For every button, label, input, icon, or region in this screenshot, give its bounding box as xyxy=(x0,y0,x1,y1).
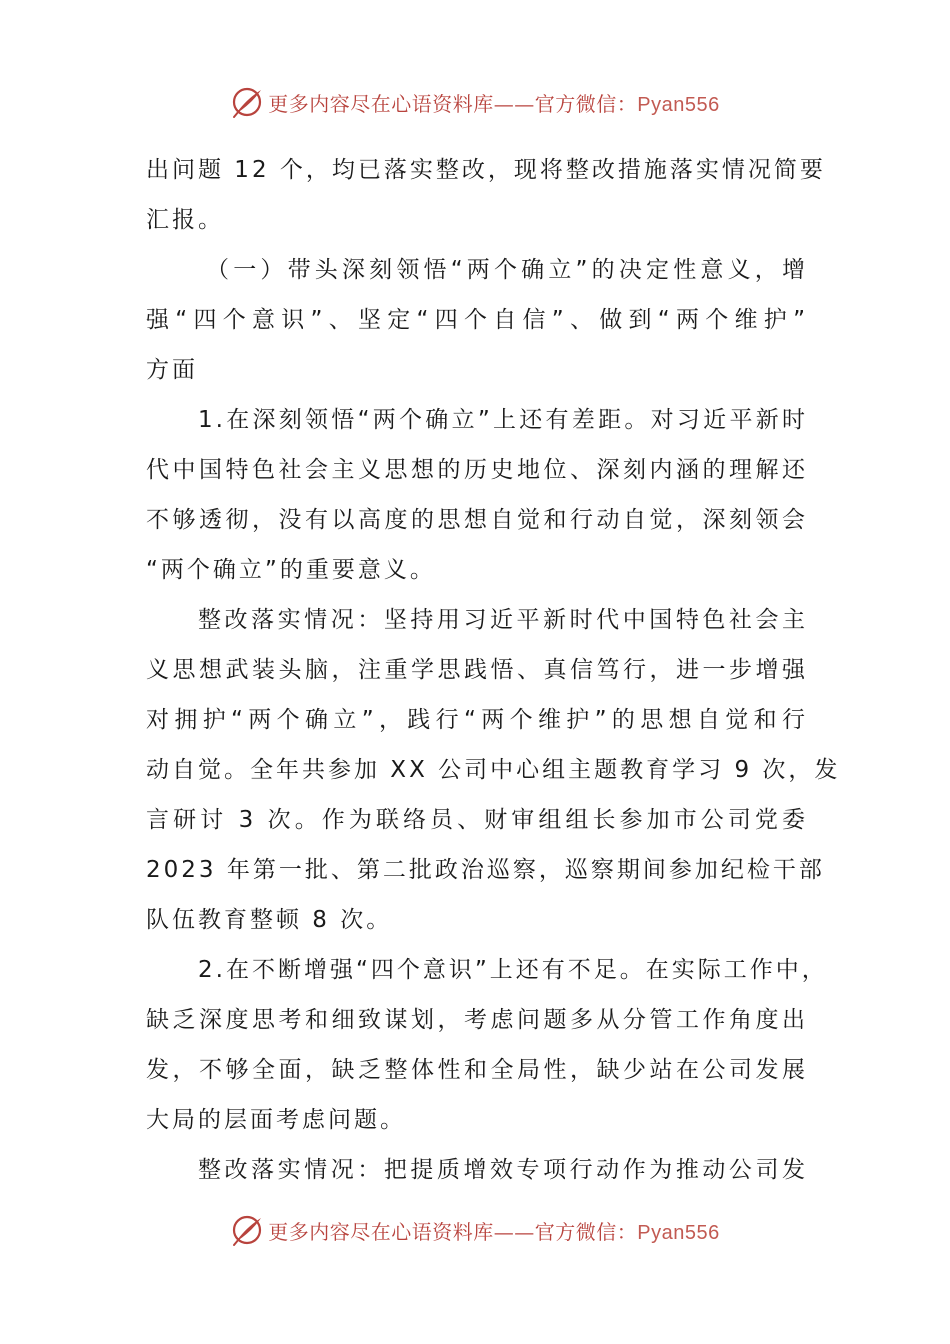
section-heading-line: 方面 xyxy=(146,357,198,383)
footer-banner xyxy=(0,1210,950,1250)
paragraph-line: 出问题 12 个，均已落实整改，现将整改措施落实情况简要 xyxy=(146,157,826,183)
paragraph-line: 动自觉。全年共参加 XX 公司中心组主题教育学习 9 次，发 xyxy=(146,757,841,783)
banner-text: 更多内容尽在心语资料库——官方微信：Pyan556 xyxy=(268,91,720,116)
quill-logo-icon xyxy=(230,1213,264,1247)
header-banner xyxy=(0,82,950,122)
paragraph-line: 大局的层面考虑问题。 xyxy=(146,1107,406,1133)
paragraph-line: 队伍教育整顿 8 次。 xyxy=(146,907,393,933)
paragraph-line: 1.在深刻领悟“两个确立”上还有差距。对习近平新时 xyxy=(198,407,808,433)
paragraph-line: “两个确立”的重要意义。 xyxy=(146,557,436,583)
paragraph-line: 义思想武装头脑，注重学思践悟、真信笃行，进一步增强 xyxy=(146,657,808,683)
paragraph-line: 2023 年第一批、第二批政治巡察，巡察期间参加纪检干部 xyxy=(146,857,825,883)
section-heading-line: （一）带头深刻领悟“两个确立”的决定性意义，增 xyxy=(206,257,808,283)
banner-text: 更多内容尽在心语资料库——官方微信：Pyan556 xyxy=(268,1219,720,1244)
paragraph-line: 代中国特色社会主义思想的历史地位、深刻内涵的理解还 xyxy=(146,457,808,483)
quill-logo-icon xyxy=(230,85,264,119)
paragraph-line: 整改落实情况：把提质增效专项行动作为推动公司发 xyxy=(198,1157,808,1183)
paragraph-line: 不够透彻，没有以高度的思想自觉和行动自觉，深刻领会 xyxy=(146,507,808,533)
paragraph-line: 发，不够全面，缺乏整体性和全局性，缺少站在公司发展 xyxy=(146,1057,808,1083)
section-heading-line: 强“四个意识”、坚定“四个自信”、做到“两个维护” xyxy=(146,307,808,333)
paragraph-line: 对拥护“两个确立”，践行“两个维护”的思想自觉和行 xyxy=(146,707,808,733)
document-body xyxy=(146,145,841,1195)
paragraph-line: 整改落实情况：坚持用习近平新时代中国特色社会主 xyxy=(198,607,808,633)
paragraph-line: 缺乏深度思考和细致谋划，考虑问题多从分管工作角度出 xyxy=(146,1007,808,1033)
paragraph-line: 言研讨 3 次。作为联络员、财审组组长参加市公司党委 xyxy=(146,807,808,833)
paragraph-line: 汇报。 xyxy=(146,207,224,233)
paragraph-line: 2.在不断增强“四个意识”上还有不足。在实际工作中， xyxy=(198,957,828,983)
